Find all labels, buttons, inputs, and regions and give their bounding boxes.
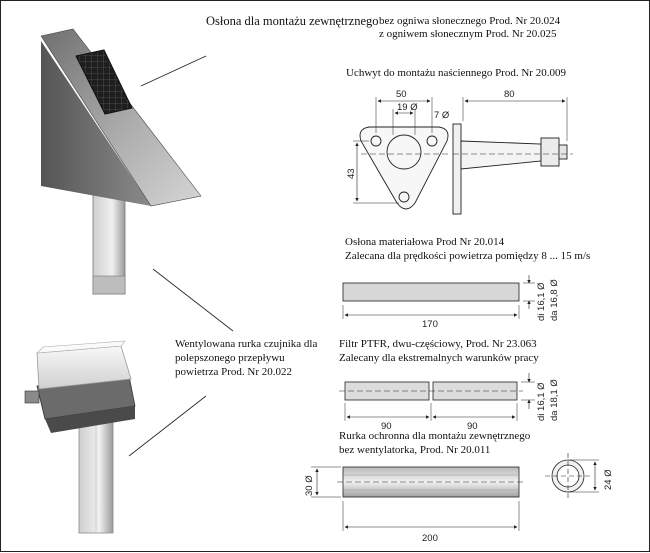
protective-tube-title: Rurka ochronna dla montażu zewnętrznego xyxy=(339,430,531,442)
shield-variant-1: bez ogniwa słonecznego Prod. Nr 20.024 xyxy=(379,15,561,27)
dim-90-left: 90 xyxy=(381,421,392,432)
dim-da-18-1: da 18,1 Ø xyxy=(549,379,560,421)
bracket-title: Uchwyt do montażu naściennego Prod. Nr 20.009 xyxy=(346,67,566,79)
shield-variant-2: z ogniwem słonecznym Prod. Nr 20.025 xyxy=(379,28,557,40)
filter-title: Filtr PTFR, dwu-częściowy, Prod. Nr 23.063 xyxy=(339,338,537,350)
dim-43: 43 xyxy=(346,168,357,179)
leader-pole xyxy=(153,269,233,331)
ventilated-line-1: Wentylowana rurka czujnika dla xyxy=(175,338,318,350)
dim-19: 19 Ø xyxy=(397,102,418,113)
dim-200: 200 xyxy=(422,533,438,544)
protective-tube-note: bez wentylatorka, Prod. Nr 20.011 xyxy=(339,444,491,456)
ventilated-line-3: powietrza Prod. Nr 20.022 xyxy=(175,366,293,378)
dim-da-16-8: da 16,8 Ø xyxy=(549,279,560,321)
material-shield-title: Osłona materiałowa Prod Nr 20.014 xyxy=(345,236,505,248)
leader-shield xyxy=(141,56,206,86)
dim-di-16-1-a: di 16,1 Ø xyxy=(536,282,547,321)
dim-80: 80 xyxy=(504,89,515,100)
shield-title: Osłona dla montażu zewnętrznego xyxy=(206,14,379,28)
ptfe-filter-drawing xyxy=(339,373,535,421)
ventilated-tube-photo xyxy=(25,341,135,533)
dim-24: 24 Ø xyxy=(603,469,614,490)
leader-ventilated xyxy=(129,396,206,456)
material-shield-note: Zalecana dla prędkości powietrza pomiędzy 8 ... 15 m/s xyxy=(345,250,591,262)
ventilated-line-2: polepszonego przepływu xyxy=(175,352,285,364)
filter-note: Zalecany dla ekstremalnych warunków pracy xyxy=(339,352,539,364)
dim-170: 170 xyxy=(422,319,438,330)
dim-90-right: 90 xyxy=(467,421,478,432)
dim-di-16-1-b: di 16,1 Ø xyxy=(536,382,547,421)
drawing-canvas xyxy=(1,1,650,553)
dim-7: 7 Ø xyxy=(434,110,450,121)
dim-30: 30 Ø xyxy=(304,475,315,496)
protective-tube-drawing xyxy=(311,453,599,531)
wall-bracket-drawing xyxy=(353,97,573,214)
material-shield-drawing xyxy=(343,275,535,319)
radiation-shield-photo xyxy=(41,29,201,294)
dim-50: 50 xyxy=(396,89,407,100)
